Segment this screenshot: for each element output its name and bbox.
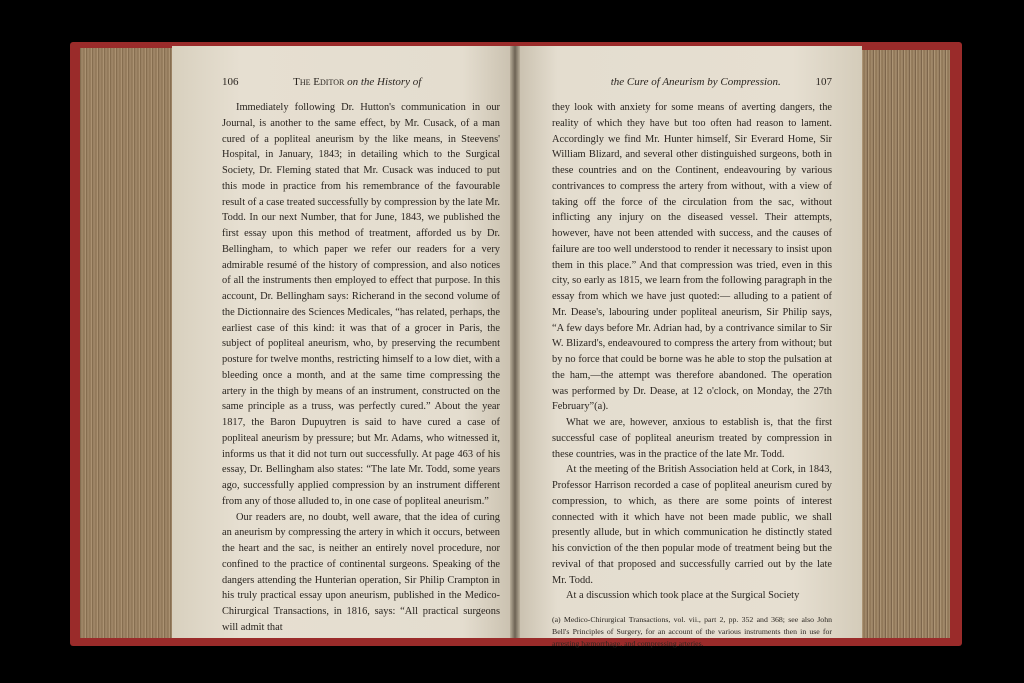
left-page-number: 106 — [222, 76, 239, 88]
right-paragraph-2: What we are, however, anxious to establish is, that the first successful case of popliteal aneurism treated by compression in these countries, was in the practice of the late Mr. Todd. — [552, 417, 832, 460]
right-paragraph-1: they look with anxiety for some means of averting dangers, the reality of which they have but too often had reason to lament. Accordingly we find Mr. Hunter himself, Sir Everard Home, Sir William Blizard, and several other distinguished surgeons, both in these countries and on the Continent, endeavouring by various contrivances to compress the artery from without, with a view of taking off the force of the circulation from the sac, without inflicting any injury on the diseased vessel. Their attempts, however, have not been attended with success, and the causes of failure are too well understood to render it necessary to insist upon them in this place.” And that compression was tried, even in this city, so early as 1815, we learn from the following paragraph in the essay from which we have just quoted:— alluding to a patient of Mr. Dease's, labouring under popliteal aneurism, Sir Philip says, “A few days before Mr. Adrian had, by a contrivance similar to Sir W. Blizard's, endeavoured to compress the artery from without; but by no force that could be borne was he able to stop the pulsation at the ham,—the attempt was therefore abandoned. The operation was performed by Dr. Dease, at 12 o'clock, on Monday, the 27th February”(a). — [552, 102, 832, 413]
page-edges-right — [856, 50, 950, 638]
left-paragraph-2: Our readers are, no doubt, well aware, that the idea of curing an aneurism by compressing the artery in which it occurs, between the heart and the sac, is neither an entirely novel procedure, nor confined to the practice of continental surgeons. Speaking of the dangers attending the Hunterian operation, Sir Philip Crampton in his truly practical essay upon aneurism, published in the Medico-Chirurgical Transactions, in 1816, says: “All practical surgeons will admit that — [222, 511, 500, 633]
left-running-head — [222, 76, 500, 94]
right-paragraph-4: At a discussion which took place at the Surgical Society — [566, 590, 800, 602]
page-edges-left — [80, 48, 178, 638]
left-paragraph-1: Immediately following Dr. Hutton's communication in our Journal, is another to the same effect, by Mr. Cusack, of a man cured of a popliteal aneurism by the like means, in Steevens' Hospital, in January, 1843; in detailing which to the Surgical Society, Dr. Fleming stated that Mr. Cusack was induced to put this mode in practice from his remembrance of the favourable result of a case treated successfully by compression by the late Mr. Todd. In our next Number, that for June, 1843, we published the first essay upon this method of treatment, afforded us by Dr. Bellingham, to which paper we refer our readers for a very admirable resumé of the history of compression, and also notices of all the instruments then employed to effect that purpose. In this account, Dr. Bellingham says: Richerand in the second volume of the Dictionnaire des Sciences Medicales, “has related, perhaps, the earliest case of this kind: it was that of a grocer in Paris, the subject of popliteal aneurism, who, by preserving the recumbent posture for twelve months, restricting himself to a low diet, with a bleeding once a month, and at the same time compressing the artery in the thigh by means of an instrument, constructed on the same principle as a truss, was perfectly cured.” About the year 1817, the Baron Dupuytren is said to have cured a case of popliteal aneurism by pressure; but Mr. Adams, who witnessed it, informs us that it did not turn out successfully. At page 463 of his essay, Dr. Bellingham also states: “The late Mr. Todd, some years ago, successfully applied compression by an instrument different from any of those alluded to, in one case of popliteal aneurism.” — [222, 102, 500, 507]
left-running-title-b: on the History of — [344, 76, 422, 88]
right-running-title: the Cure of Aneurism by Compression. — [610, 76, 781, 88]
left-page — [172, 46, 514, 638]
book-gutter — [510, 46, 520, 638]
right-page — [516, 46, 862, 648]
right-page-number: 107 — [815, 76, 832, 88]
left-body-text — [222, 100, 500, 636]
left-head-spacer — [476, 76, 500, 94]
right-paragraph-3: At the meeting of the British Association held at Cork, in 1843, Professor Harrison recorded a case of popliteal aneurism cured by compression, to which, as there are some points of interest connected with it which have not been made public, we shall presently allude, but in which communication he distinctly stated his conviction of the then popular mode of treatment being but the revival of that proposed and successfully carried out by the late Mr. Todd. — [552, 464, 832, 586]
right-head-spacer — [552, 76, 576, 94]
footnote: (a) Medico-Chirurgical Transactions, vol. vii., part 2, pp. 352 and 368; see also John Bell's Principles of Surgery, for an account of the various instruments then in use for arresting hæmorrhage, and compressing arteries. — [552, 615, 832, 648]
left-running-title — [293, 76, 421, 94]
left-running-title-a: The Editor — [293, 76, 345, 88]
right-body-text — [552, 100, 832, 604]
right-running-head — [552, 76, 832, 94]
